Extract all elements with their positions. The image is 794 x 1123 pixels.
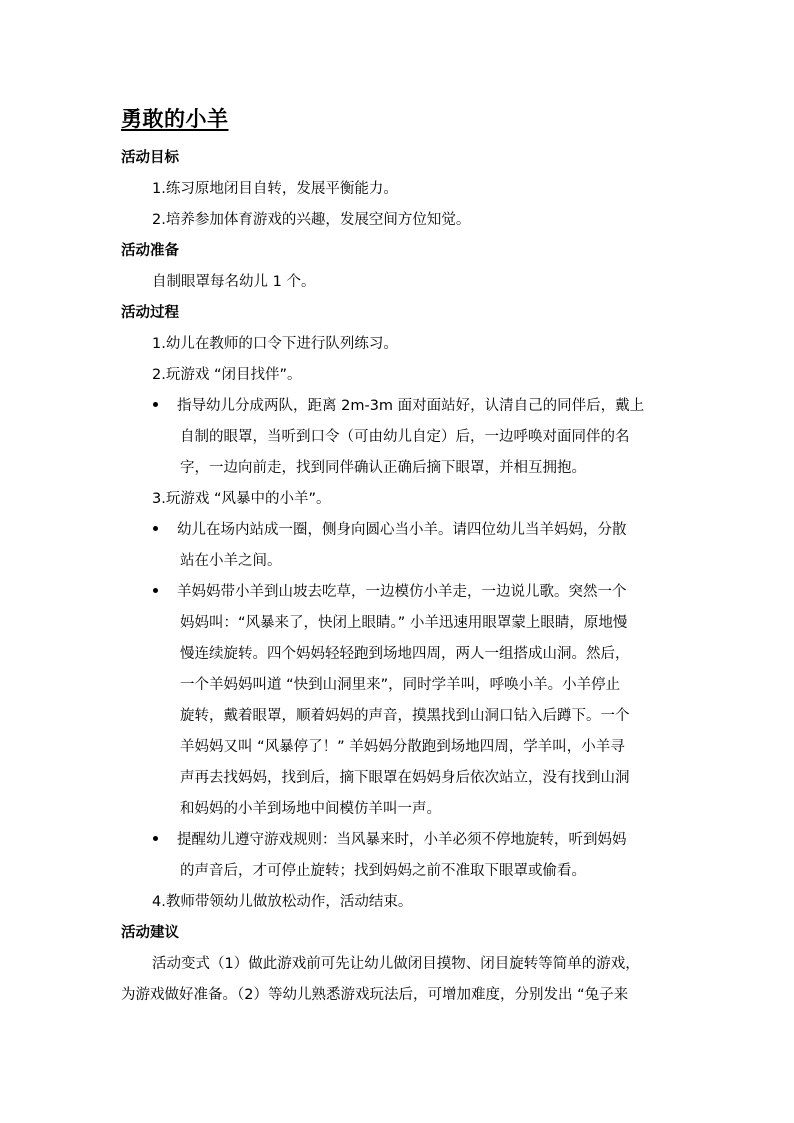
step3-bullet1-line1: 幼儿在场内站成一圈，侧身向圆心当小羊。请四位幼儿当羊妈妈，分散: [177, 522, 627, 538]
process-step-4: 4.教师带领幼儿做放松动作，活动结束。: [152, 894, 413, 910]
bullet-icon: [153, 588, 158, 593]
step3-bullet2-line6: 羊妈妈又叫 “风暴停了！” 羊妈妈分散跑到场地四周，学羊叫，小羊寻: [180, 739, 625, 755]
step3-bullet3-line1: 提醒幼儿遵守游戏规则：当风暴来时，小羊必须不停地旋转，听到妈妈: [177, 832, 627, 848]
step3-bullet3-line2: 的声音后，才可停止旋转；找到妈妈之前不准取下眼罩或偷看。: [180, 863, 586, 879]
section-heading-goal: 活动目标: [121, 150, 179, 166]
document-title: 勇敢的小羊: [121, 107, 229, 131]
step3-bullet2-line7: 声再去找妈妈，找到后，摘下眼罩在妈妈身后依次站立，没有找到山洞: [180, 770, 630, 786]
process-step-1: 1.幼儿在教师的口令下进行队列练习。: [152, 336, 398, 352]
step2-bullet1-line3: 字，一边向前走，找到同伴确认正确后摘下眼罩，并相互拥抱。: [180, 460, 586, 476]
section-heading-prep: 活动准备: [121, 243, 179, 259]
process-step-2: 2.玩游戏 “闭目找伴”。: [152, 367, 302, 383]
suggest-line-2: 为游戏做好准备。（2）等幼儿熟悉游戏玩法后，可增加难度，分别发出 “兔子来: [121, 987, 629, 1003]
goal-item-2: 2.培养参加体育游戏的兴趣，发展空间方位知觉。: [152, 212, 471, 228]
step3-bullet2-line3: 慢连续旋转。四个妈妈轻轻跑到场地四周，两人一组搭成山洞。然后，: [180, 646, 630, 662]
step3-bullet2-line8: 和妈妈的小羊到场地中间模仿羊叫一声。: [180, 801, 441, 817]
section-heading-process: 活动过程: [121, 305, 179, 321]
suggest-line-1: 活动变式（1）做此游戏前可先让幼儿做闭目摸物、闭目旋转等简单的游戏，: [152, 956, 640, 972]
bullet-icon: [153, 526, 158, 531]
prep-text: 自制眼罩每名幼儿 1 个。: [152, 274, 316, 290]
step3-bullet2-line2: 妈妈叫：“风暴来了，快闭上眼睛。” 小羊迅速用眼罩蒙上眼睛，原地慢: [180, 615, 628, 631]
bullet-icon: [153, 836, 158, 841]
step3-bullet2-line1: 羊妈妈带小羊到山坡去吃草，一边模仿小羊走，一边说儿歌。突然一个: [177, 584, 627, 600]
step3-bullet1-line2: 站在小羊之间。: [180, 553, 282, 569]
goal-item-1: 1.练习原地闭目自转，发展平衡能力。: [152, 181, 398, 197]
step3-bullet2-line4: 一个羊妈妈叫道 “快到山洞里来”，同时学羊叫，呼唤小羊。小羊停止: [180, 677, 621, 693]
section-heading-suggest: 活动建议: [121, 925, 179, 941]
process-step-3: 3.玩游戏 “风暴中的小羊”。: [152, 491, 331, 507]
step3-bullet2-line5: 旋转，戴着眼罩，顺着妈妈的声音，摸黑找到山洞口钻入后蹲下。一个: [180, 708, 630, 724]
step2-bullet1-line2: 自制的眼罩，当听到口令（可由幼儿自定）后，一边呼唤对面同伴的名: [180, 429, 630, 445]
step2-bullet1-line1: 指导幼儿分成两队，距离 2m-3m 面对面站好，认清自己的同伴后，戴上: [177, 398, 645, 414]
bullet-icon: [153, 402, 158, 407]
